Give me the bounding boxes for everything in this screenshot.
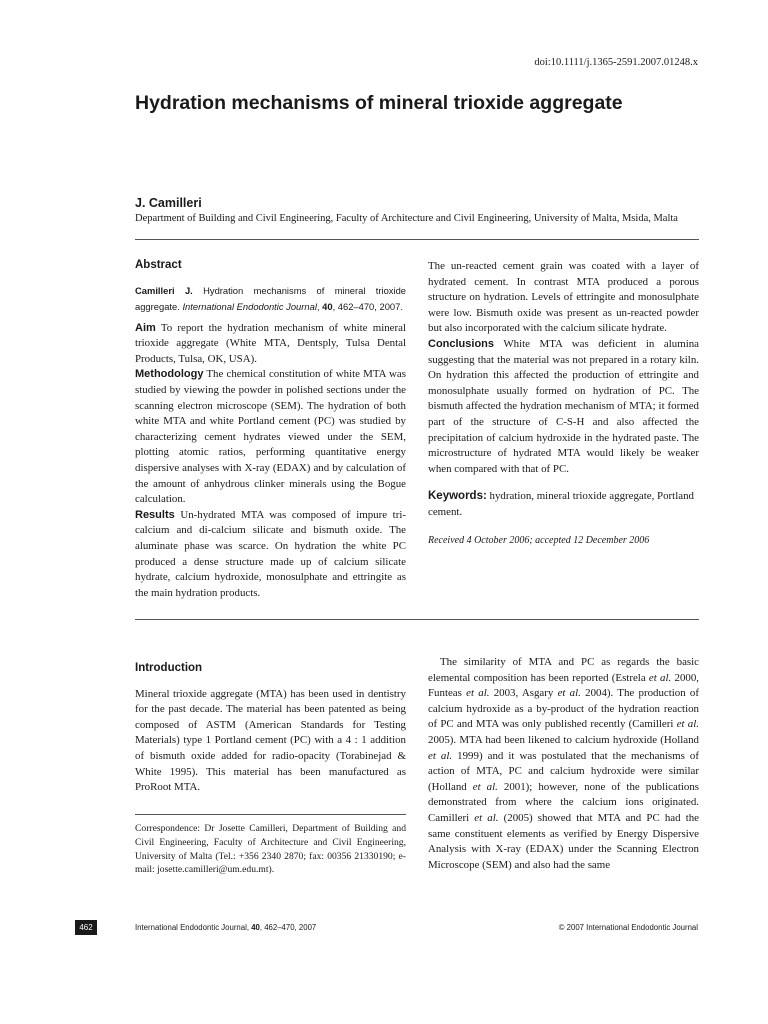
results-label: Results: [135, 508, 175, 521]
introduction-right-column: [428, 655, 699, 873]
aim-label: Aim: [135, 321, 156, 334]
correspondence-note: Correspondence: Dr Josette Camilleri, Department of Building and Civil Engineering, Faculty of Architecture and Civil Engineering, University of Malta (Tel.: +356 2340 2870; fax: 00356 21330190; e-mail: josette.camilleri@um.edu.mt).: [135, 823, 406, 876]
author-name: J. Camilleri: [135, 196, 202, 210]
conclusions-label: Conclusions: [428, 337, 495, 350]
conclusions-text: White MTA was deficient in alumina suggesting that the material was not prepared in a rotary kiln. On hydration this affected the production of ettringite and monosulphate usually formed on hydration of PC. The bismuth affected the hydration mechanism of MTA; it formed part of the structure of C-S-H and also affected the precipitation of calcium hydroxide in the hydrated paste. The microstructure of hydrated MTA would likely be weaker when compared with that of PC.: [428, 337, 699, 475]
etal: et al.: [676, 718, 700, 731]
aim-text: To report the hydration mechanism of white mineral trioxide aggregate (White MTA, Dentsply, Tulsa Dental Products, Tulsa, OK, USA).: [135, 321, 406, 365]
citation-journal: International Endodontic Journal: [182, 300, 317, 312]
abstract-citation: [135, 283, 406, 315]
footer-journal-name: International Endodontic Journal: [135, 923, 247, 932]
p2-text-e: 2005). MTA had been likened to calcium hydroxide (Holland: [428, 733, 699, 746]
results-continued: The un-reacted cement grain was coated with a layer of hydrated cement. In contrast MTA produced a porous structure on hydration. Levels of ettringite and monosulphate were low. Bismuth oxide was present as un-reacted powder but also incorporated with the calcium silicate hydrate.: [428, 260, 699, 335]
p2-text-c: 2003, Asgary: [489, 687, 558, 700]
footer-journal: [135, 923, 316, 932]
received-dates: Received 4 October 2006; accepted 12 December 2006: [428, 534, 650, 546]
abstract-bottom-rule: [135, 619, 699, 620]
p2-text-b: 2000, Funteas: [428, 671, 700, 700]
p2-text-h: (2005) showed that MTA and PC had the same constituent elements as verified by Energy Dispersive Analysis with X-ray (EDAX) under the Scanning Electron Microscope (SEM) and also had the same: [428, 811, 700, 871]
citation-sep: ,: [316, 300, 323, 312]
etal: et al.: [557, 687, 581, 700]
abstract-methodology: [135, 367, 406, 507]
p2-text-f: 1999) and it was postulated that the mechanisms of action of MTA, PC and calcium hydroxide were similar (Holland: [428, 749, 699, 793]
author-affiliation: Department of Building and Civil Engineering, Faculty of Architecture and Civil Engineering, University of Malta, Msida, Malta: [135, 213, 678, 224]
keywords-text: hydration, mineral trioxide aggregate, Portland cement.: [428, 490, 694, 518]
article-title: Hydration mechanisms of mineral trioxide aggregate: [135, 92, 623, 114]
footer-copyright: © 2007 International Endodontic Journal: [558, 923, 698, 932]
results-text: Un-hydrated MTA was composed of impure tri-calcium and di-calcium silicate and bismuth oxide. The aluminate phase was scarce. On hydration the white PC produced a dense structure made up of calcium silicate hydrate, calcium hydroxide, monosulphate and ettringite as the main hydration products.: [135, 508, 406, 599]
footer-sep: ,: [246, 923, 252, 932]
methodology-label: Methodology: [135, 368, 204, 381]
abstract-right-column: [428, 259, 699, 548]
etal: et al.: [474, 811, 499, 824]
introduction-paragraph-1: Mineral trioxide aggregate (MTA) has been used in dentistry for the past decade. The material has been patented as being composed of ASTM (American Standards for Testing Materials) type 1 Portland cement (PC) with a 4 : 1 addition of bismuth oxide added for radio-opacity (Torabinejad & White 1995). This material has been manufactured as ProRoot MTA.: [135, 687, 406, 794]
footnote-rule: [135, 814, 406, 815]
abstract-heading: Abstract: [135, 259, 182, 271]
etal: et al.: [428, 749, 453, 762]
top-rule: [135, 239, 699, 240]
abstract-conclusions: [428, 337, 699, 477]
doi: doi:10.1111/j.1365-2591.2007.01248.x: [534, 57, 698, 68]
footer-volume: 40: [251, 923, 260, 932]
footer-pages: , 462–470, 2007: [259, 923, 317, 932]
introduction-paragraph-2: [428, 655, 699, 873]
citation-author: Camilleri J.: [135, 284, 193, 296]
keywords: [428, 489, 699, 520]
page-number: 462: [75, 920, 97, 935]
introduction-left-column: [135, 661, 406, 796]
abstract-aim: [135, 321, 406, 368]
citation-volume: 40: [322, 300, 333, 312]
citation-title: Hydration mechanisms of mineral trioxide aggregate.: [135, 284, 406, 312]
abstract-results: [135, 508, 406, 602]
p2-text-a: The similarity of MTA and PC as regards the basic elemental composition has been reported (Estrela: [428, 656, 699, 684]
methodology-text: The chemical constitution of white MTA was studied by viewing the powder in polished sections under the scanning electron microscope (SEM). The hydration of both white MTA and white Portland cement (PC) was studied by characterizing cement hydrates viewed under the SEM, plotting atomic ratios, performing quantitative energy dispersive analyses with X-ray (EDAX) and by calculation of the amount of anhydrous clinker minerals using the Bogue calculation.: [135, 368, 406, 506]
etal: et al.: [648, 671, 672, 684]
abstract-left-column: [135, 258, 406, 601]
etal: et al.: [472, 780, 498, 793]
introduction-heading: Introduction: [135, 662, 203, 674]
p2-text-g: 2001); however, none of the publications demonstrated from where the calcium ions originated. Camilleri: [428, 780, 700, 824]
keywords-label: Keywords:: [428, 490, 487, 503]
etal: et al.: [466, 687, 490, 700]
p2-text-d: 2004). The production of calcium hydroxide as a by-product of the hydration reaction of PC and MTA was only published recently (Camilleri: [428, 687, 699, 731]
citation-pages: , 462–470, 2007.: [332, 300, 403, 312]
